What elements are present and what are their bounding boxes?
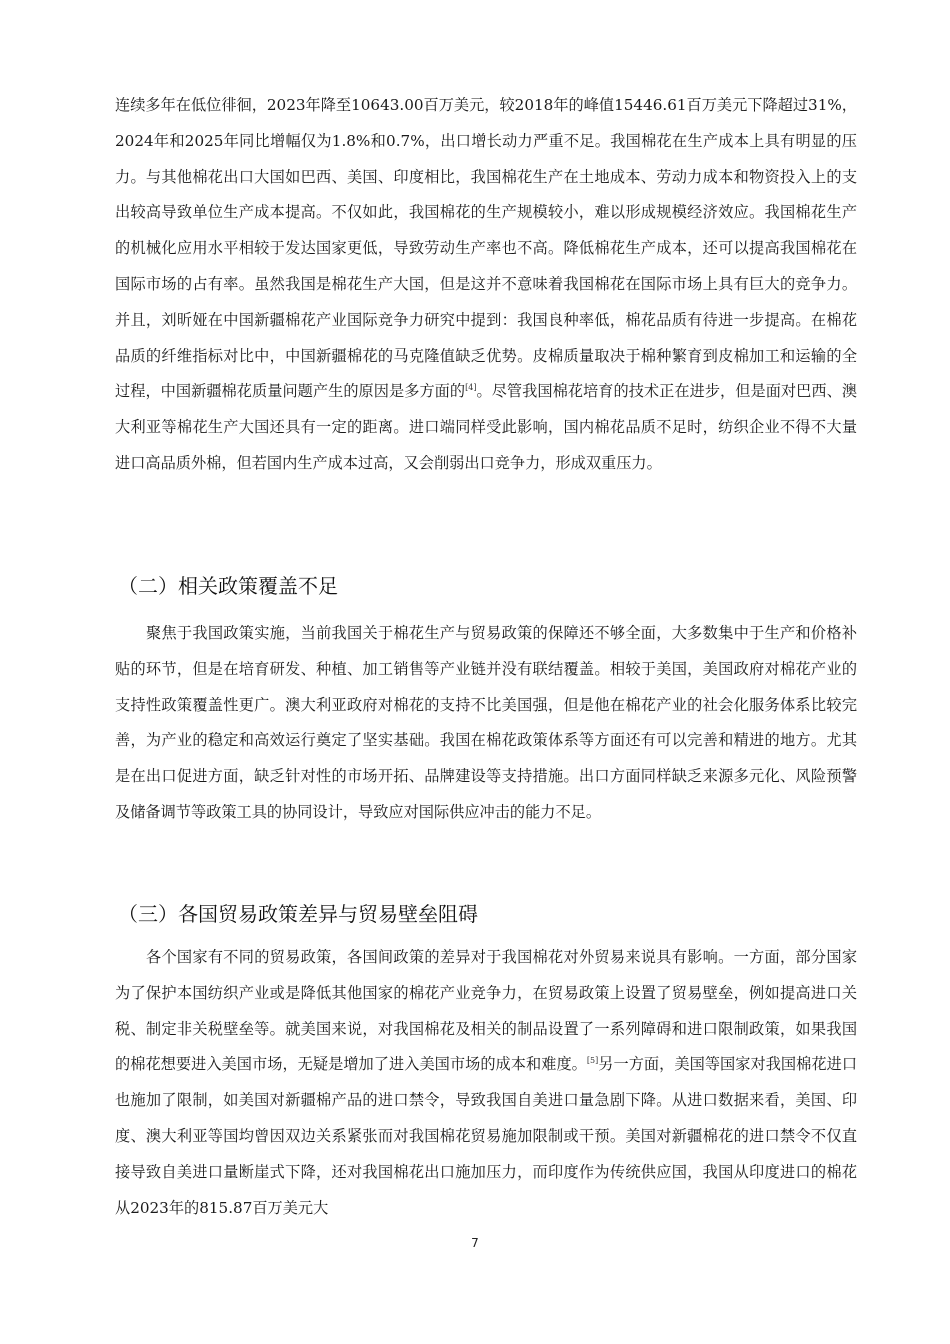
section-heading-trade-barriers: （三）各国贸易政策差异与贸易壁垒阻碍	[118, 902, 478, 926]
citation-ref[interactable]: [5]	[586, 1056, 599, 1066]
paragraph-production-cost	[115, 88, 857, 482]
paragraph-text: 各个国家有不同的贸易政策，各国间政策的差异对于我国棉花对外贸易来说具有影响。一方面，部分国家为了保护本国纺织产业或是降低其他国家的棉花产业竞争力，在贸易政策上设置了贸易壁垒，例如提高进口关税、制定非关税壁垒等。就美国来说，对我国棉花及相关的制品设置了一系列障碍和进口限制政策，如果我国的棉花想要进入美国市场，无疑是增加了进入美国市场的成本和难度。	[115, 948, 857, 1074]
paragraph-text: 。尽管我国棉花培育的技术正在进步，但是面对巴西、澳大利亚等棉花生产大国还具有一定的距离。进口端同样受此影响，国内棉花品质不足时，纺织企业不得不大量进口高品质外棉，但若国内生产成本过高，又会削弱出口竞争力，形成双重压力。	[115, 382, 858, 472]
paragraph-trade-barriers	[115, 940, 857, 1226]
section-heading-policy: （二）相关政策覆盖不足	[118, 574, 338, 598]
citation-ref[interactable]: [4]	[465, 383, 477, 393]
paragraph-policy-coverage: 聚焦于我国政策实施，当前我国关于棉花生产与贸易政策的保障还不够全面，大多数集中于生产和价格补贴的环节，但是在培育研发、种植、加工销售等产业链并没有联结覆盖。相较于美国，美国政府对棉花产业的支持性政策覆盖性更广。澳大利亚政府对棉花的支持不比美国强，但是他在棉花产业的社会化服务体系比较完善，为产业的稳定和高效运行奠定了坚实基础。我国在棉花政策体系等方面还有可以完善和精进的地方。尤其是在出口促进方面，缺乏针对性的市场开拓、品牌建设等支持措施。出口方面同样缺乏来源多元化、风险预警及储备调节等政策工具的协同设计，导致应对国际供应冲击的能力不足。	[115, 624, 857, 821]
page-number: 7	[471, 1236, 479, 1250]
paragraph-text: 连续多年在低位徘徊，2023年降至10643.00百万美元，较2018年的峰值15446.61百万美元下降超过31%，2024年和2025年同比增幅仅为1.8%和0.7%，出口增长动力严重不足。我国棉花在生产成本上具有明显的压力。与其他棉花出口大国如巴西、美国、印度相比，我国棉花生产在土地成本、劳动力成本和物资投入上的支出较高导致单位生产成本提高。不仅如此，我国棉花的生产规模较小，难以形成规模经济效应。我国棉花生产的机械化应用水平相较于发达国家更低，导致劳动生产率也不高。降低棉花生产成本，还可以提高我国棉花在国际市场的占有率。虽然我国是棉花生产大国，但是这并不意味着我国棉花在国际市场上具有巨大的竞争力。并且，刘昕娅在中国新疆棉花产业国际竞争力研究中提到：我国良种率低，棉花品质有待进一步提高。在棉花品质的纤维指标对比中，中国新疆棉花的马克隆值缺乏优势。皮棉质量取决于棉种繁育到皮棉加工和运输的全过程，中国新疆棉花质量问题产生的原因是多方面的	[115, 96, 857, 401]
paragraph-text: 另一方面，美国等国家对我国棉花进口也施加了限制，如美国对新疆棉产品的进口禁令，导致我国自美进口量急剧下降。从进口数据来看，美国、印度、澳大利亚等国均曾因双边关系紧张而对我国棉花贸易施加限制或干预。美国对新疆棉花的进口禁令不仅直接导致自美进口量断崖式下降，还对我国棉花出口施加压力，而印度作为传统供应国，我国从印度进口的棉花从2023年的815.87百万美元大	[115, 1055, 858, 1217]
